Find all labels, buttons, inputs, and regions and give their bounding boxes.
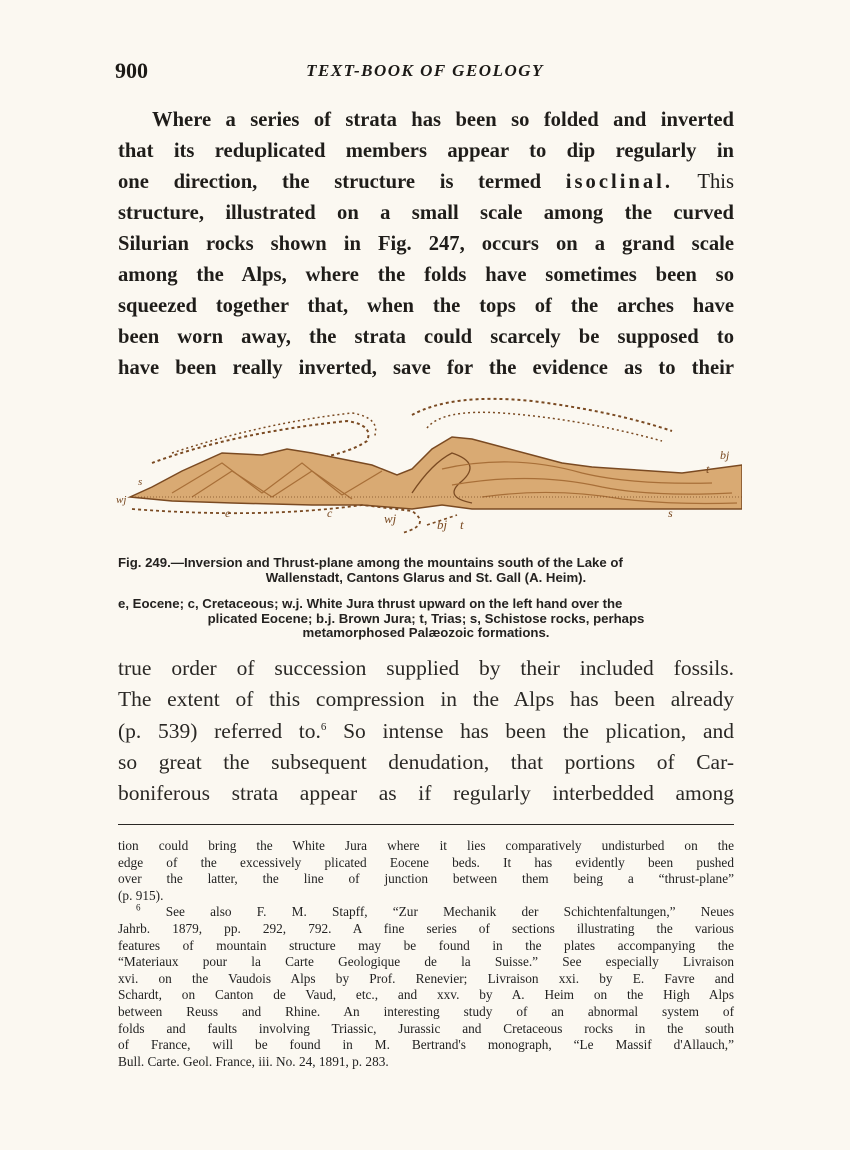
footnote-line: folds and faults involving Triassic, Jurassic and Cretaceous rocks in the south — [118, 1020, 734, 1036]
label-s-left: s — [138, 476, 143, 488]
text-line: among the Alps, where the folds have sometimes been so — [118, 264, 734, 286]
figure-249-section — [112, 393, 742, 543]
footnote-line: edge of the excessively plicated Eocene beds. It has evidently been pushed — [118, 854, 734, 870]
footnote-line — [118, 904, 734, 921]
footnote-reference[interactable]: 6 — [320, 720, 327, 733]
page-number: 900 — [115, 58, 148, 83]
footnote-line: of France, will be found in M. Bertrand's monograph, “Le Massif d'Allauch,” — [118, 1037, 734, 1053]
footnote-line: between Reuss and Rhine. An interesting study of an abnormal system of — [118, 1003, 734, 1019]
paragraph-isoclinal — [118, 105, 734, 384]
footnote-line: Bull. Carte. Geol. France, iii. No. 24, 1891, p. 283. — [118, 1053, 389, 1069]
label-t-right: t — [706, 462, 710, 476]
footnote-line: xvi. on the Vaudois Alps by Prof. Renevier; Livraison xxi. by E. Favre and — [118, 970, 734, 986]
label-c: c — [327, 506, 333, 520]
text-line: been worn away, the strata could scarcely be supposed to — [118, 326, 734, 348]
key-line: metamorphosed Palæozoic formations. — [302, 625, 550, 640]
figure-key — [118, 597, 734, 641]
running-title: TEXT-BOOK OF GEOLOGY — [306, 61, 544, 80]
text-line: The extent of this compression in the Alps has been already — [118, 687, 734, 712]
footnote-line: Schardt, on Canton de Vaud, etc., and xxv. by A. Heim on the High Alps — [118, 987, 734, 1003]
label-s-right: s — [668, 506, 673, 520]
text-line: so great the subsequent denudation, that portions of Car- — [118, 749, 734, 774]
footnote-number: 6 — [136, 902, 141, 913]
label-wj-bottom: wj — [384, 511, 397, 526]
text-line — [118, 716, 734, 747]
footnote-line: Jahrb. 1879, pp. 292, 792. A fine series of sections illustrating the various — [118, 920, 734, 936]
label-wj-left: wj — [116, 494, 127, 506]
caption-line: Fig. 249.—Inversion and Thrust-plane among the mountains south of the Lake of — [118, 555, 623, 570]
isoclinal-term: isoclinal. — [565, 171, 674, 193]
caption-line: Wallenstadt, Cantons Glarus and St. Gall (A. Heim). — [265, 569, 587, 585]
text-segment: This — [673, 171, 735, 193]
label-e: e — [225, 506, 231, 520]
label-bj-right: bj — [720, 448, 730, 462]
footnote-line: features of mountain structure may be found in the plates accompanying the — [118, 937, 734, 953]
footnote-line: tion could bring the White Jura where it lies comparatively undisturbed on the — [118, 838, 734, 853]
footnote-line: (p. 915). — [118, 887, 164, 903]
key-line: plicated Eocene; b.j. Brown Jura; t, Trias; s, Schistose rocks, perhaps — [207, 610, 645, 626]
label-bj-bottom: bj — [437, 517, 448, 532]
footnote-divider — [118, 824, 734, 825]
paragraph-succession — [118, 653, 734, 809]
text-line: Silurian rocks shown in Fig. 247, occurs on a grand scale — [118, 233, 734, 255]
footnote-line: over the latter, the line of junction between them being a “thrust-plane” — [118, 871, 734, 887]
geological-section-drawing — [112, 393, 742, 543]
text-line: squeezed together that, when the tops of the arches have — [118, 295, 734, 317]
text-segment: one direction, the structure is termed — [118, 171, 566, 193]
footnote-line: “Materiaux pour la Carte Geologique de la Suisse.” See especially Livraison — [118, 954, 734, 970]
label-t-bottom: t — [460, 517, 464, 532]
text-segment: So intense has been the plication, and — [326, 718, 735, 743]
text-segment: See also F. M. Stapff, “Zur Mechanik der Schichtenfaltungen,” Neues — [165, 904, 734, 920]
text-line — [118, 167, 734, 198]
text-segment: (p. 539) referred to. — [118, 718, 321, 743]
text-line: true order of succession supplied by their included fossils. — [118, 656, 734, 680]
text-line: have been really inverted, save for the evidence as to their — [118, 357, 734, 379]
footnotes — [118, 838, 734, 1070]
figure-caption — [118, 556, 734, 585]
text-line: boniferous strata appear as if regularly interbedded among — [118, 781, 734, 806]
text-line: Where a series of strata has been so folded and inverted — [152, 109, 734, 131]
key-line: e, Eocene; c, Cretaceous; w.j. White Jura thrust upward on the left hand over the — [118, 596, 623, 611]
text-line: structure, illustrated on a small scale among the curved — [118, 202, 734, 224]
page-header — [115, 58, 735, 88]
text-line: that its reduplicated members appear to dip regularly in — [118, 140, 734, 162]
